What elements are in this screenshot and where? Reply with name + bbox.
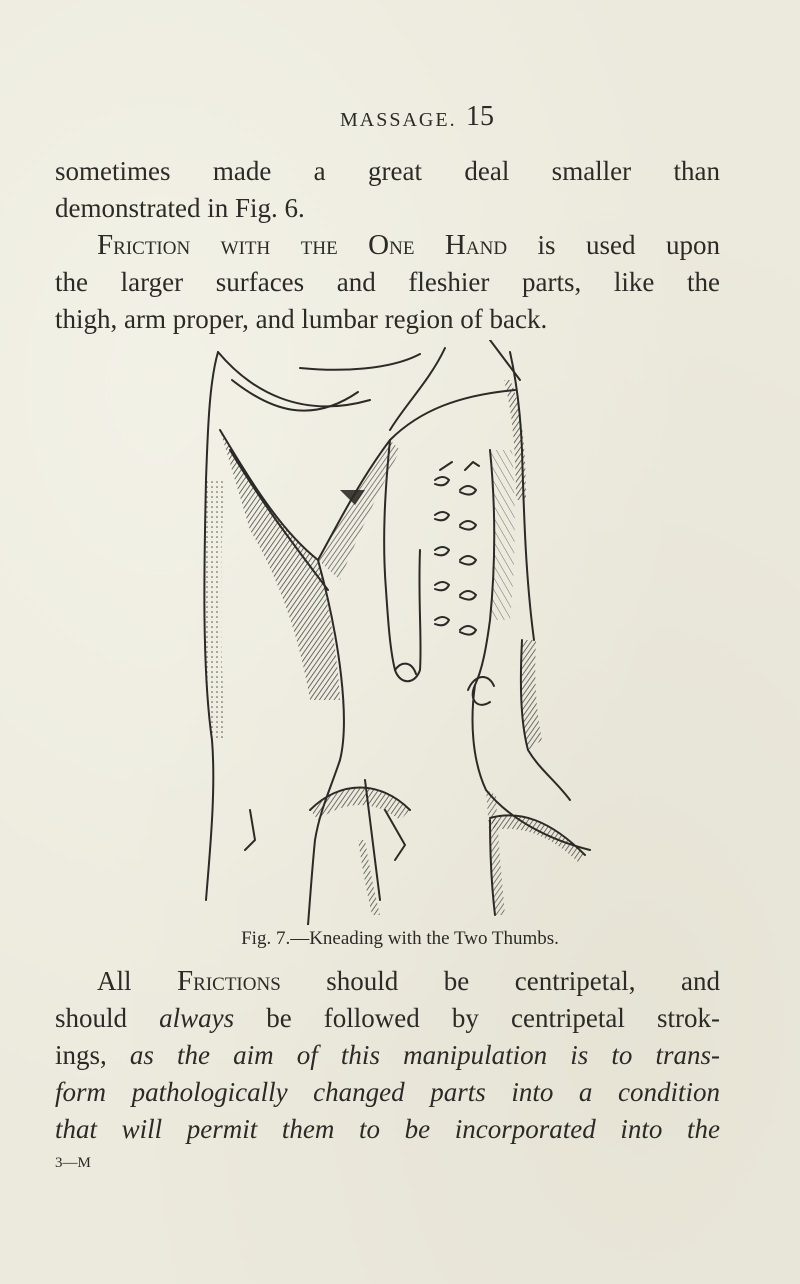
text-line — [55, 963, 720, 1000]
figure-kneading-thumbs-illustration — [190, 340, 610, 925]
text-run: All — [97, 966, 178, 996]
text-line: the larger surfaces and fleshier parts, like the — [55, 267, 720, 297]
paragraph-friction-one-hand — [55, 153, 720, 338]
text-line — [55, 1000, 720, 1037]
smallcaps-text: ne — [389, 230, 445, 260]
initial-cap: F — [97, 229, 114, 261]
smallcaps-text: riction with the — [113, 230, 369, 260]
smallcaps-text: and — [465, 230, 508, 260]
running-head — [300, 103, 720, 143]
text-line — [55, 1037, 720, 1074]
text-run: should — [55, 1003, 160, 1033]
engraving-illustration — [190, 340, 610, 925]
initial-cap: F — [177, 965, 194, 997]
text-line: that will permit them to be incorporated into the — [55, 1114, 720, 1144]
running-title: MASSAGE. — [340, 109, 457, 131]
text-run: be followed by centripetal strok- — [234, 1003, 720, 1033]
paragraph-all-frictions — [55, 963, 720, 1148]
smallcaps-text: rictions — [193, 966, 281, 996]
text-run: should be centripetal, and — [280, 966, 720, 996]
text-run: ings, — [55, 1040, 130, 1070]
italic-text: always — [159, 1003, 235, 1033]
text-line: sometimes made a great deal smaller than — [55, 156, 720, 186]
italic-text: as the aim of this manipulation is to trans- — [129, 1040, 721, 1070]
text-line: demonstrated in Fig. 6. — [55, 193, 305, 223]
initial-cap: O — [368, 229, 390, 261]
text-line: form pathologically changed parts into a condition — [55, 1077, 720, 1107]
text-line-friction-heading — [55, 227, 720, 264]
figure-caption: Fig. 7.—Kneading with the Two Thumbs. — [241, 928, 559, 949]
text-line: thigh, arm proper, and lumbar region of back. — [55, 304, 548, 334]
printer-signature-mark: 3—M — [55, 1155, 91, 1171]
text-run: is used upon — [507, 230, 720, 260]
initial-cap: H — [444, 229, 466, 261]
page-number: 15 — [466, 101, 494, 132]
